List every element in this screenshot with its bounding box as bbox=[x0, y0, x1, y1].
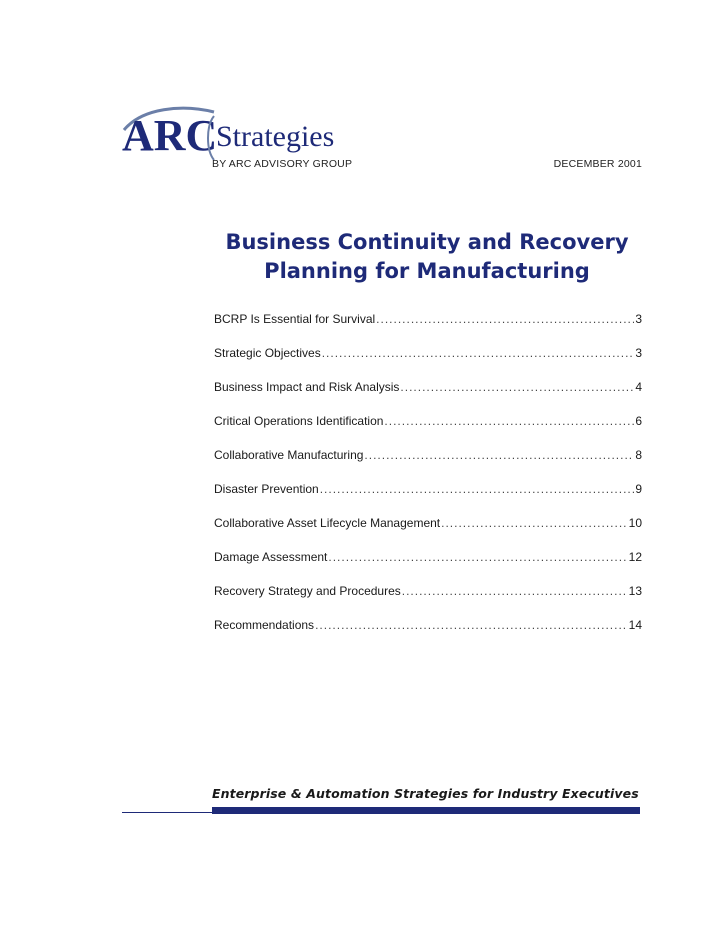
title-line-2: Planning for Manufacturing bbox=[264, 259, 590, 283]
toc-entry[interactable] bbox=[214, 414, 642, 448]
toc-entry-label: Disaster Prevention bbox=[214, 482, 319, 496]
toc-entry-page: 12 bbox=[628, 550, 642, 564]
toc-entry-page: 3 bbox=[635, 346, 642, 360]
toc-entry[interactable] bbox=[214, 584, 642, 618]
table-of-contents bbox=[214, 312, 642, 652]
toc-leader-dots bbox=[402, 584, 628, 598]
footer-accent-bar bbox=[212, 807, 640, 814]
toc-leader-dots bbox=[400, 380, 634, 394]
logo-graphic bbox=[122, 102, 342, 162]
document-title bbox=[212, 228, 642, 286]
toc-entry-label: Recovery Strategy and Procedures bbox=[214, 584, 401, 598]
toc-entry-page: 4 bbox=[635, 380, 642, 394]
toc-entry-page: 6 bbox=[635, 414, 642, 428]
logo-arc-text: ARC bbox=[122, 111, 218, 160]
toc-entry-page: 3 bbox=[635, 312, 642, 326]
toc-entry[interactable] bbox=[214, 550, 642, 584]
toc-entry-label: Damage Assessment bbox=[214, 550, 328, 564]
toc-entry[interactable] bbox=[214, 448, 642, 482]
toc-entry-label: Collaborative Manufacturing bbox=[214, 448, 364, 462]
byline bbox=[212, 158, 642, 170]
toc-entry[interactable] bbox=[214, 346, 642, 380]
toc-leader-dots bbox=[328, 550, 627, 564]
toc-leader-dots bbox=[441, 516, 628, 530]
toc-entry-label: Strategic Objectives bbox=[214, 346, 321, 360]
toc-leader-dots bbox=[322, 346, 635, 360]
toc-leader-dots bbox=[315, 618, 628, 632]
toc-entry-page: 10 bbox=[628, 516, 642, 530]
toc-entry-page: 9 bbox=[635, 482, 642, 496]
toc-entry[interactable] bbox=[214, 516, 642, 550]
toc-entry-label: Business Impact and Risk Analysis bbox=[214, 380, 400, 394]
toc-entry-label: Recommendations bbox=[214, 618, 315, 632]
title-line-1: Business Continuity and Recovery bbox=[225, 230, 629, 254]
toc-entry-page: 14 bbox=[628, 618, 642, 632]
toc-leader-dots bbox=[384, 414, 634, 428]
toc-entry-label: BCRP Is Essential for Survival bbox=[214, 312, 376, 326]
toc-entry-label: Collaborative Asset Lifecycle Management bbox=[214, 516, 441, 530]
toc-leader-dots bbox=[320, 482, 635, 496]
toc-entry-page: 8 bbox=[635, 448, 642, 462]
footer-rule bbox=[122, 812, 212, 813]
toc-entry-label: Critical Operations Identification bbox=[214, 414, 384, 428]
toc-leader-dots bbox=[364, 448, 634, 462]
publisher-label: BY ARC ADVISORY GROUP bbox=[212, 158, 353, 170]
footer-tagline: Enterprise & Automation Strategies for Industry Executives bbox=[212, 786, 639, 801]
toc-entry[interactable] bbox=[214, 312, 642, 346]
publication-date: DECEMBER 2001 bbox=[553, 158, 642, 170]
toc-entry[interactable] bbox=[214, 482, 642, 516]
toc-entry[interactable] bbox=[214, 618, 642, 652]
toc-entry[interactable] bbox=[214, 380, 642, 414]
toc-entry-page: 13 bbox=[628, 584, 642, 598]
arc-strategies-logo bbox=[122, 102, 342, 162]
toc-leader-dots bbox=[376, 312, 634, 326]
logo-strategies-text: Strategies bbox=[216, 120, 335, 153]
